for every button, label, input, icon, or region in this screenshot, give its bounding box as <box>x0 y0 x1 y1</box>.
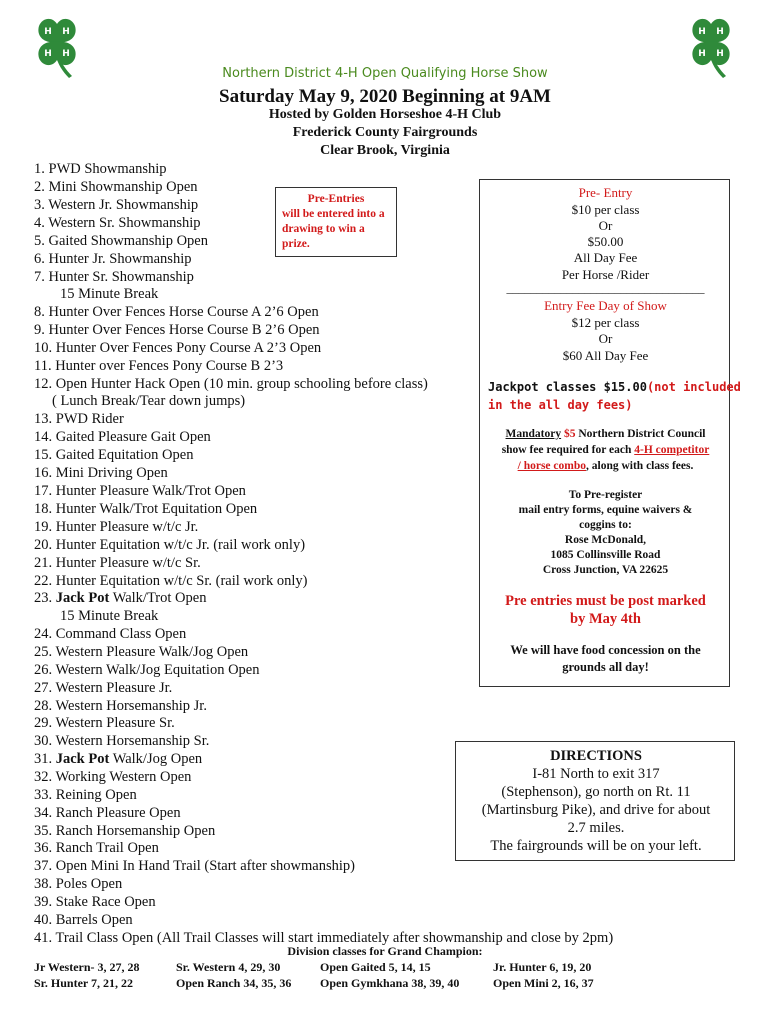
class-item: 4. Western Sr. Showmanship <box>34 215 201 231</box>
pre-entries-title: Pre-Entries <box>307 193 365 205</box>
division-entry: Jr Western- 3, 27, 28 <box>34 960 140 974</box>
directions-title: DIRECTIONS <box>550 748 642 764</box>
class-item: 26. Western Walk/Jog Equitation Open <box>34 662 260 678</box>
class-name: Walk/Jog Open <box>112 751 203 767</box>
class-item: 7. Hunter Sr. Showmanship <box>34 269 194 285</box>
directions-line: (Martinsburg Pike), and drive for about <box>481 802 711 818</box>
class-item: 2. Mini Showmanship Open <box>34 179 198 195</box>
class-item: 35. Ranch Horsemanship Open <box>34 823 216 839</box>
class-number: 31. <box>34 751 53 767</box>
class-item: 18. Hunter Walk/Trot Equitation Open <box>34 501 258 517</box>
postmark-deadline: by May 4th <box>570 611 641 627</box>
class-name: Walk/Trot Open <box>112 590 207 606</box>
contact-name: Rose McDonald, <box>564 534 647 546</box>
pre-entries-body: will be entered into a drawing to win a prize. <box>282 208 385 250</box>
council-fee-line2 <box>480 444 731 456</box>
directions-line: 2.7 miles. <box>567 820 625 836</box>
pre-entry-per-class: $10 per class <box>571 202 640 217</box>
jackpot-fee-note-2: in the all day fees) <box>488 398 633 412</box>
per-horse-rider: Per Horse /Rider <box>561 267 650 282</box>
class-item: 13. PWD Rider <box>34 411 124 427</box>
jackpot-label: Jack Pot <box>55 590 110 606</box>
prereg-line: coggins to: <box>579 519 632 531</box>
class-item: 36. Ranch Trail Open <box>34 840 159 856</box>
class-item: 32. Working Western Open <box>34 769 192 785</box>
day-of-show-title: Entry Fee Day of Show <box>544 298 667 313</box>
location-line: Clear Brook, Virginia <box>320 143 450 158</box>
division-entry: Open Ranch 34, 35, 36 <box>176 976 292 990</box>
grand-champion-title: Division classes for Grand Champion: <box>287 944 483 958</box>
fees-info-box <box>479 179 741 687</box>
jackpot-fee-note: (not included <box>646 380 741 394</box>
class-item: 29. Western Pleasure Sr. <box>34 715 175 731</box>
svg-text:H: H <box>698 49 706 59</box>
division-entry: Open Gymkhana 38, 39, 40 <box>320 976 460 990</box>
class-item: 24. Command Class Open <box>34 626 187 642</box>
svg-text:H: H <box>62 49 70 59</box>
prereg-line: mail entry forms, equine waivers & <box>518 504 693 516</box>
class-item: 15. Gaited Equitation Open <box>34 447 194 463</box>
break-item: 15 Minute Break <box>60 608 159 624</box>
council-fee-line1 <box>480 428 731 440</box>
division-entry: Sr. Hunter 7, 21, 22 <box>34 976 134 990</box>
svg-text:H: H <box>716 49 724 59</box>
svg-text:H: H <box>62 27 70 37</box>
contact-city: Cross Junction, VA 22625 <box>542 564 669 576</box>
directions-line: (Stephenson), go north on Rt. 11 <box>501 784 691 800</box>
class-item: 17. Hunter Pleasure Walk/Trot Open <box>34 483 246 499</box>
class-item: 39. Stake Race Open <box>34 894 156 910</box>
date-line: Saturday May 9, 2020 Beginning at 9AM <box>219 86 551 107</box>
jackpot-fee-label: Jackpot classes $15.00 <box>488 380 647 394</box>
class-item: 34. Ranch Pleasure Open <box>34 805 181 821</box>
class-item: 40. Barrels Open <box>34 912 133 928</box>
class-item: 21. Hunter Pleasure w/t/c Sr. <box>34 555 201 571</box>
directions-line: I-81 North to exit 317 <box>532 766 660 782</box>
day-all-day-fee: $60 All Day Fee <box>562 348 649 363</box>
division-entry: Open Gaited 5, 14, 15 <box>320 960 431 974</box>
all-day-fee-label: All Day Fee <box>573 250 638 265</box>
class-item: 19. Hunter Pleasure w/t/c Jr. <box>34 519 199 535</box>
class-item-jackpot <box>34 750 202 768</box>
council-fee-amount: $5 <box>563 428 576 440</box>
council-fee-text-3: , along with class fees. <box>586 460 694 472</box>
food-notice: We will have food concession on the <box>510 643 701 657</box>
class-item: 14. Gaited Pleasure Gait Open <box>34 429 211 445</box>
jackpot-fee <box>488 380 741 394</box>
division-entry: Jr. Hunter 6, 19, 20 <box>493 960 592 974</box>
break-item: ( Lunch Break/Tear down jumps) <box>52 393 246 409</box>
food-notice-2: grounds all day! <box>562 660 649 674</box>
break-item: 15 Minute Break <box>60 286 159 302</box>
class-item: 8. Hunter Over Fences Horse Course A 2’6 Open <box>34 304 319 320</box>
svg-text:H: H <box>44 27 52 37</box>
class-item: 6. Hunter Jr. Showmanship <box>34 251 192 267</box>
class-item: 10. Hunter Over Fences Pony Course A 2’3 Open <box>34 340 322 356</box>
pre-entry-day-amount: $50.00 <box>587 234 624 249</box>
council-fee-text: Northern District Council <box>578 428 706 440</box>
class-item: 22. Hunter Equitation w/t/c Sr. (rail work only) <box>34 573 308 589</box>
class-item: 3. Western Jr. Showmanship <box>34 197 199 213</box>
council-fee-line3 <box>480 460 731 472</box>
class-number: 23. <box>34 590 53 606</box>
class-item: 25. Western Pleasure Walk/Jog Open <box>34 644 249 660</box>
class-item: 30. Western Horsemanship Sr. <box>34 733 210 749</box>
show-name: Northern District 4-H Open Qualifying Horse Show <box>222 66 548 81</box>
class-item: 16. Mini Driving Open <box>34 465 168 481</box>
class-item: 11. Hunter over Fences Pony Course B 2’3 <box>34 358 284 374</box>
pre-entries-note <box>275 187 397 257</box>
day-per-class: $12 per class <box>571 315 640 330</box>
class-item: 5. Gaited Showmanship Open <box>34 233 208 249</box>
class-item: 28. Western Horsemanship Jr. <box>34 698 207 714</box>
postmark-notice: Pre entries must be post marked <box>505 593 706 609</box>
class-item: 12. Open Hunter Hack Open (10 min. group schooling before class) <box>34 376 428 392</box>
svg-text:H: H <box>716 27 724 37</box>
prereg-title: To Pre-register <box>568 489 643 501</box>
class-item: 1. PWD Showmanship <box>34 161 167 177</box>
class-item: 41. Trail Class Open (All Trail Classes will start immediately after showmanship and close by 2pm) <box>34 930 614 946</box>
competitor-link[interactable]: 4-H competitor <box>634 444 710 456</box>
division-entry: Sr. Western 4, 29, 30 <box>176 960 281 974</box>
contact-street: 1085 Collinsville Road <box>550 549 661 561</box>
class-item: 38. Poles Open <box>34 876 123 892</box>
svg-text:H: H <box>698 27 706 37</box>
class-item: 37. Open Mini In Hand Trail (Start after showmanship) <box>34 858 355 874</box>
directions-box <box>455 741 735 861</box>
council-fee-text-2: show fee required for each <box>501 444 632 456</box>
mandatory-label: Mandatory <box>505 428 562 440</box>
division-entry: Open Mini 2, 16, 37 <box>493 976 594 990</box>
class-item: 27. Western Pleasure Jr. <box>34 680 173 696</box>
svg-text:H: H <box>44 49 52 59</box>
or-text: Or <box>598 331 613 346</box>
host-line: Hosted by Golden Horseshoe 4-H Club <box>268 107 502 122</box>
pre-entry-title: Pre- Entry <box>578 185 633 200</box>
jackpot-label: Jack Pot <box>55 751 110 767</box>
class-item-jackpot <box>34 589 206 607</box>
class-item: 33. Reining Open <box>34 787 137 803</box>
or-text: Or <box>598 218 613 233</box>
horse-combo-link[interactable]: / horse combo <box>517 460 586 472</box>
class-item: 20. Hunter Equitation w/t/c Jr. (rail work only) <box>34 537 306 553</box>
class-item: 9. Hunter Over Fences Horse Course B 2’6 Open <box>34 322 320 338</box>
divider: _________________________________ <box>506 281 705 295</box>
directions-line: The fairgrounds will be on your left. <box>490 838 702 854</box>
venue-line: Frederick County Fairgrounds <box>292 125 478 140</box>
